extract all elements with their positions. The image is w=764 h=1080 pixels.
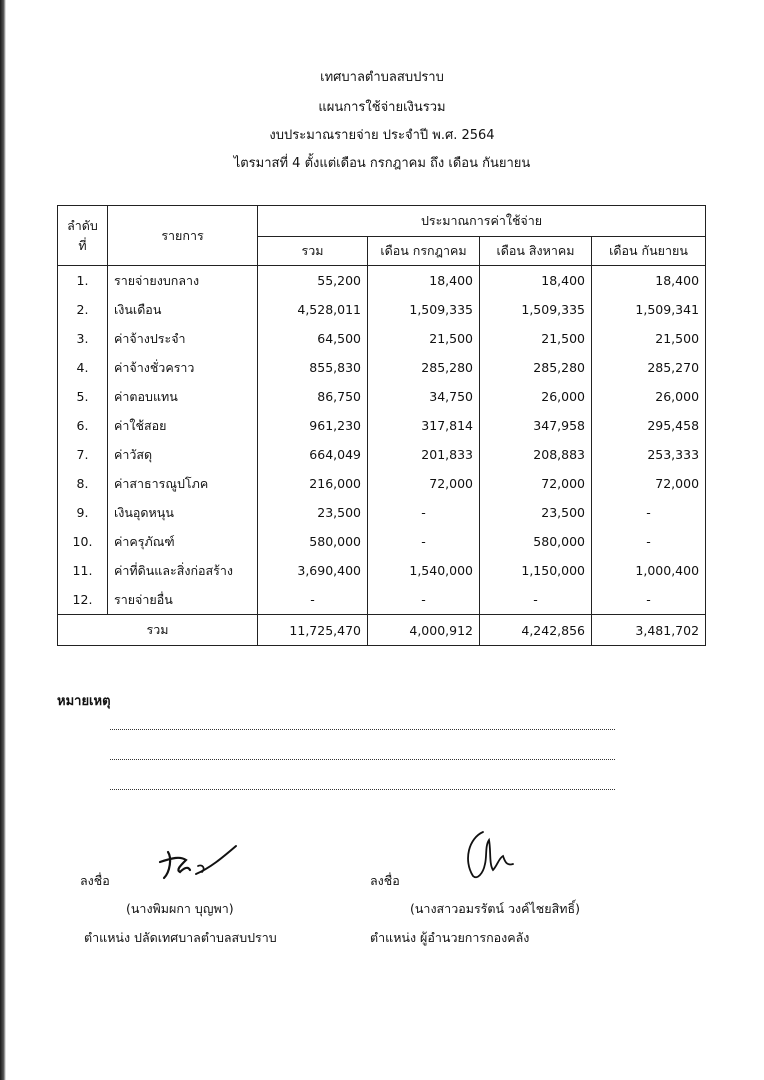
left-signer-position: ตำแหน่ง ปลัดเทศบาลตำบลสบปราบ — [84, 930, 277, 945]
table-row — [58, 353, 706, 382]
col-header-item: รายการ — [108, 206, 258, 266]
table-row — [58, 498, 706, 527]
row-total: 4,528,011 — [258, 295, 368, 324]
row-september: - — [592, 527, 706, 556]
total-august: 4,242,856 — [480, 615, 592, 646]
row-august: 1,150,000 — [480, 556, 592, 585]
row-item-name: เงินอุดหนุน — [108, 498, 258, 527]
row-september: 295,458 — [592, 411, 706, 440]
remarks-line-1 — [110, 729, 615, 730]
table-header-row — [58, 206, 706, 237]
row-july: - — [368, 498, 480, 527]
col-header-august: เดือน สิงหาคม — [480, 237, 592, 266]
table-row — [58, 556, 706, 585]
left-sign-label: ลงชื่อ — [80, 873, 110, 888]
col-header-total: รวม — [258, 237, 368, 266]
row-order: 4. — [58, 353, 108, 382]
row-item-name: ค่าจ้างชั่วคราว — [108, 353, 258, 382]
row-july: 1,540,000 — [368, 556, 480, 585]
row-item-name: เงินเดือน — [108, 295, 258, 324]
row-order: 11. — [58, 556, 108, 585]
row-august: 21,500 — [480, 324, 592, 353]
row-august: 285,280 — [480, 353, 592, 382]
row-august: 23,500 — [480, 498, 592, 527]
row-july: 317,814 — [368, 411, 480, 440]
row-august: 580,000 — [480, 527, 592, 556]
row-july: 1,509,335 — [368, 295, 480, 324]
row-item-name: ค่าสาธารณูปโภค — [108, 469, 258, 498]
table-row — [58, 266, 706, 296]
row-order: 5. — [58, 382, 108, 411]
row-order: 1. — [58, 266, 108, 296]
row-total: 23,500 — [258, 498, 368, 527]
table-row — [58, 469, 706, 498]
total-sum: 11,725,470 — [258, 615, 368, 646]
right-sign-label: ลงชื่อ — [370, 873, 400, 888]
remarks-line-3 — [110, 789, 615, 790]
row-total: 664,049 — [258, 440, 368, 469]
total-september: 3,481,702 — [592, 615, 706, 646]
quarter-period: ไตรมาสที่ 4 ตั้งแต่เดือน กรกฎาคม ถึง เดือน กันยายน — [233, 156, 531, 171]
table-row — [58, 382, 706, 411]
row-item-name: ค่าตอบแทน — [108, 382, 258, 411]
row-total: 3,690,400 — [258, 556, 368, 585]
row-september: 26,000 — [592, 382, 706, 411]
remarks-line-2 — [110, 759, 615, 760]
row-total: 216,000 — [258, 469, 368, 498]
row-total: 580,000 — [258, 527, 368, 556]
row-july: 72,000 — [368, 469, 480, 498]
row-july: 201,833 — [368, 440, 480, 469]
org-name: เทศบาลตำบลสบปราบ — [320, 70, 444, 85]
col-header-order: ลำดับที่ — [58, 206, 108, 266]
row-order: 12. — [58, 585, 108, 615]
row-august: 1,509,335 — [480, 295, 592, 324]
row-item-name: รายจ่ายงบกลาง — [108, 266, 258, 296]
row-total: 55,200 — [258, 266, 368, 296]
remarks-label: หมายเหตุ — [57, 694, 111, 709]
col-header-september: เดือน กันยายน — [592, 237, 706, 266]
row-total: 855,830 — [258, 353, 368, 382]
row-item-name: ค่าวัสดุ — [108, 440, 258, 469]
row-july: - — [368, 585, 480, 615]
row-july: 285,280 — [368, 353, 480, 382]
row-total: 86,750 — [258, 382, 368, 411]
row-september: 1,000,400 — [592, 556, 706, 585]
row-september: 21,500 — [592, 324, 706, 353]
table-row — [58, 527, 706, 556]
row-order: 3. — [58, 324, 108, 353]
row-order: 10. — [58, 527, 108, 556]
row-order: 9. — [58, 498, 108, 527]
row-total: 961,230 — [258, 411, 368, 440]
right-handwritten-signature — [455, 826, 525, 886]
row-order: 6. — [58, 411, 108, 440]
row-september: 253,333 — [592, 440, 706, 469]
row-order: 7. — [58, 440, 108, 469]
row-july: 21,500 — [368, 324, 480, 353]
right-signer-name: (นางสาวอมรรัตน์ วงค์ไชยสิทธิ์) — [410, 901, 580, 916]
table-row — [58, 295, 706, 324]
row-september: - — [592, 498, 706, 527]
row-july: - — [368, 527, 480, 556]
row-september: 18,400 — [592, 266, 706, 296]
table-row — [58, 585, 706, 615]
total-label: รวม — [58, 615, 258, 646]
row-total: 64,500 — [258, 324, 368, 353]
left-handwritten-signature — [150, 838, 245, 888]
row-september: 72,000 — [592, 469, 706, 498]
row-august: 26,000 — [480, 382, 592, 411]
row-september: 1,509,341 — [592, 295, 706, 324]
col-header-estimate-group: ประมาณการค่าใช้จ่าย — [258, 206, 706, 237]
row-july: 18,400 — [368, 266, 480, 296]
row-september: 285,270 — [592, 353, 706, 382]
row-item-name: รายจ่ายอื่น — [108, 585, 258, 615]
row-item-name: ค่าครุภัณฑ์ — [108, 527, 258, 556]
right-signer-position: ตำแหน่ง ผู้อำนวยการกองคลัง — [370, 930, 530, 945]
table-row — [58, 324, 706, 353]
row-item-name: ค่าที่ดินและสิ่งก่อสร้าง — [108, 556, 258, 585]
row-august: 347,958 — [480, 411, 592, 440]
row-item-name: ค่าจ้างประจำ — [108, 324, 258, 353]
row-august: 208,883 — [480, 440, 592, 469]
table-total-row — [58, 615, 706, 646]
table-row — [58, 440, 706, 469]
total-july: 4,000,912 — [368, 615, 480, 646]
row-item-name: ค่าใช้สอย — [108, 411, 258, 440]
row-order: 2. — [58, 295, 108, 324]
table-row — [58, 411, 706, 440]
row-order: 8. — [58, 469, 108, 498]
doc-title: แผนการใช้จ่ายเงินรวม — [318, 100, 446, 115]
row-total: - — [258, 585, 368, 615]
budget-year: งบประมาณรายจ่าย ประจำปี พ.ศ. 2564 — [269, 128, 495, 143]
expense-plan-table — [57, 205, 706, 646]
row-september: - — [592, 585, 706, 615]
row-august: 72,000 — [480, 469, 592, 498]
row-july: 34,750 — [368, 382, 480, 411]
left-signer-name: (นางพิมผกา บุญพา) — [126, 901, 234, 916]
row-august: - — [480, 585, 592, 615]
col-header-july: เดือน กรกฎาคม — [368, 237, 480, 266]
row-august: 18,400 — [480, 266, 592, 296]
